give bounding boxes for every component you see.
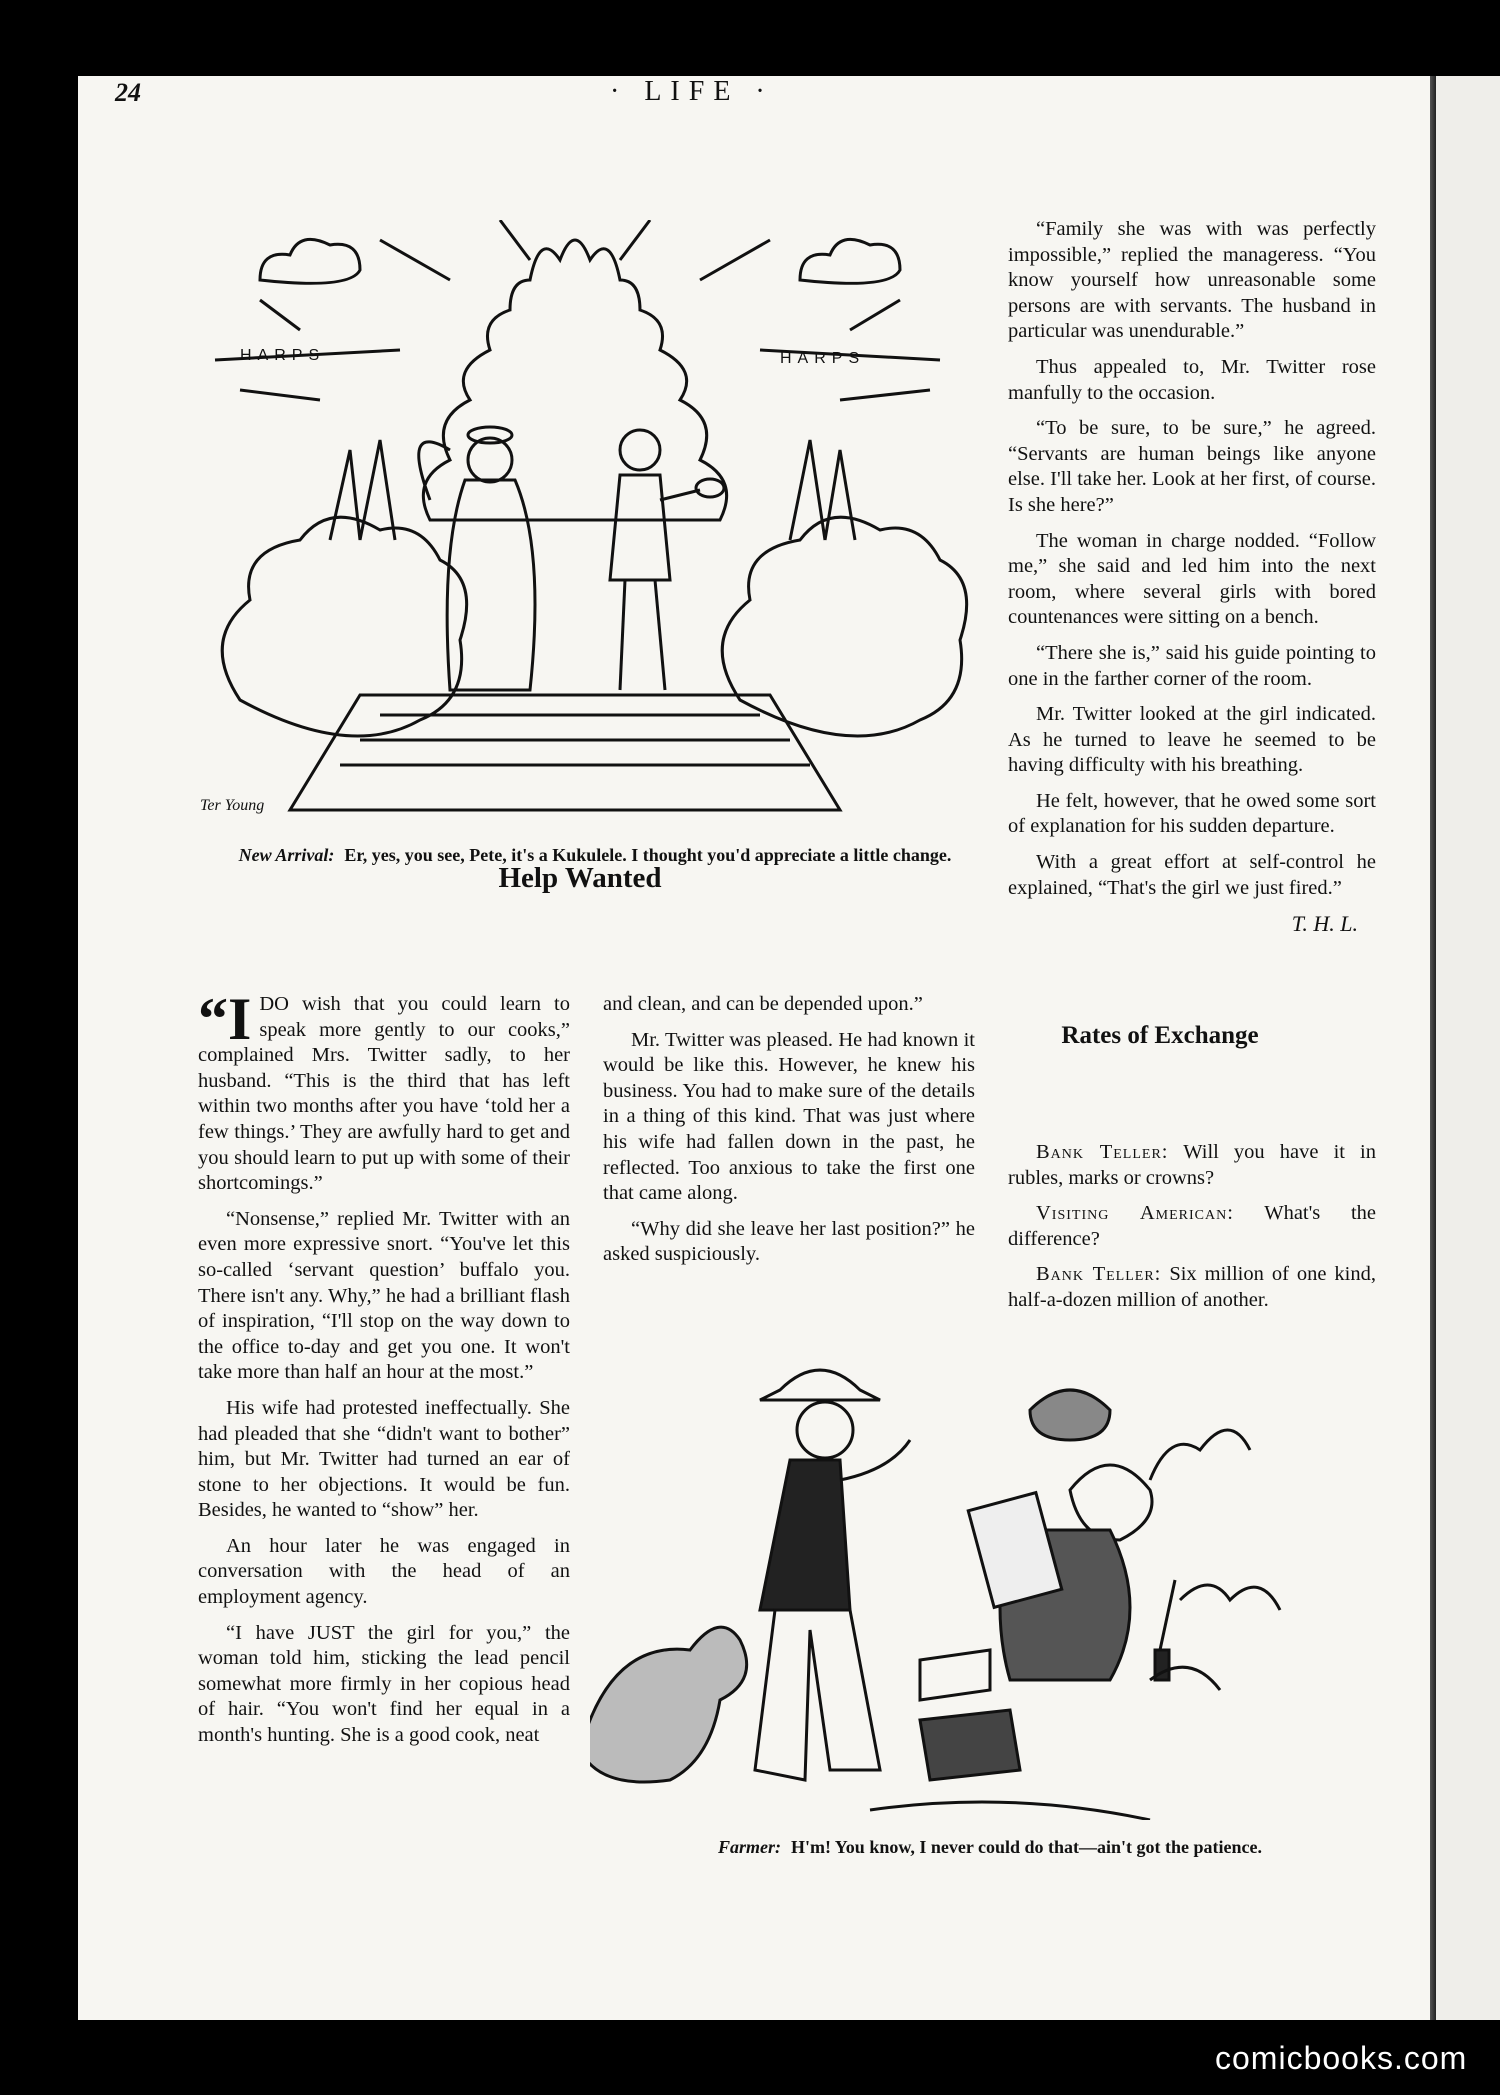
paragraph: “Why did she leave her last position?” he asked suspiciously. bbox=[603, 1217, 975, 1266]
drop-cap: “I bbox=[198, 986, 252, 1052]
paragraph: “To be sure, to be sure,” he agreed. “Servants are human beings like anyone else. I'll take her. Look at her first, of course. Is she here?” bbox=[1008, 417, 1376, 516]
bottom-cartoon-caption bbox=[600, 1835, 1380, 1859]
paragraph: “There she is,” said his guide pointing to one in the farther corner of the room. bbox=[1008, 641, 1376, 690]
paragraph: “I DO wish that you could learn to speak more gently to our cooks,” complained Mrs. Twitter sadly, to her husband. “This is the third that has left within two months after you have ‘told her a few things.’ They are awfully hard to get and you should learn to put up with some of their shortcomings.” bbox=[198, 986, 570, 1195]
harps-sign-left: HARPS bbox=[240, 347, 326, 364]
paragraph: Thus appealed to, Mr. Twitter rose manfully to the occasion. bbox=[1008, 355, 1376, 404]
cartoon-farmer bbox=[590, 1350, 1370, 1820]
paragraph: “Family she was with was perfectly impossible,” replied the manageress. “You know yourself how unreasonable some persons are with servants. The husband in particular was unendurable.” bbox=[1008, 218, 1376, 343]
story-column-2 bbox=[603, 992, 975, 1278]
caption-speaker: New Arrival: bbox=[238, 845, 335, 865]
paragraph: and clean, and can be depended upon.” bbox=[603, 993, 923, 1015]
exchange-line: Visiting American: What's the difference? bbox=[1008, 1202, 1376, 1250]
story-column-1 bbox=[198, 986, 570, 1759]
paragraph: The woman in charge nodded. “Follow me,” she said and led him into the next room, where several girls with bored countenances were sitting on a bench. bbox=[1008, 529, 1376, 629]
harps-sign-right: HARPS bbox=[780, 350, 866, 367]
paragraph: With a great effort at self-control he explained, “That's the girl we just fired.” bbox=[1008, 851, 1376, 899]
exchange-title: Rates of Exchange bbox=[1061, 1022, 1259, 1049]
paragraph: His wife had protested ineffectually. She had pleaded that she “didn't want to bother” him, but Mr. Twitter had turned an ear of stone to her objections. It would be fun. Besides, he wanted to “show” her. bbox=[198, 1396, 570, 1522]
caption-speaker: Farmer: bbox=[717, 1837, 781, 1857]
caption-text: H'm! You know, I never could do that—ain't got the patience. bbox=[790, 1837, 1263, 1857]
exchange-line: Bank Teller: Six million of one kind, half-a-dozen million of another. bbox=[1008, 1263, 1376, 1311]
paragraph: “I have JUST the girl for you,” the woman told him, sticking the lead pencil somewhat more firmly in her copious head of hair. “You won't find her equal in a month's hunting. She is a good cook, neat bbox=[198, 1621, 570, 1747]
paragraph: Mr. Twitter looked at the girl indicated. As he turned to leave he seemed to be having difficulty with his breathing. bbox=[1008, 703, 1376, 777]
paragraph: Mr. Twitter was pleased. He had known it would be like this. However, he knew his business. You had to make sure of the details in a thing of this kind. That was just where his wife had fallen down in the past, he reflected. Too anxious to take the first one that came along. bbox=[603, 1028, 975, 1205]
exchange-column bbox=[1008, 1140, 1376, 1324]
exchange-line: Bank Teller: Will you have it in rubles, marks or crowns? bbox=[1008, 1141, 1376, 1189]
paragraph: “Nonsense,” replied Mr. Twitter with an even more expressive snort. “You've let this so-called ‘servant question’ buffalo you. There isn't any. Why,” he had a brilliant flash of inspiration, “I'll stop on the way down to the office to-day and get you one. It won't take more than half an hour at the most.” bbox=[198, 1207, 570, 1384]
watermark: comicbooks.com bbox=[1215, 2040, 1468, 2076]
paragraph: An hour later he was engaged in conversation with the head of an employment agency. bbox=[198, 1534, 570, 1609]
next-page-edge bbox=[1436, 76, 1500, 2020]
paragraph: He felt, however, that he owed some sort of explanation for his sudden departure. bbox=[1008, 789, 1376, 838]
story-title: Help Wanted bbox=[498, 862, 662, 894]
story-column-3 bbox=[1008, 217, 1376, 947]
artist-signature: Ter Young bbox=[200, 797, 265, 814]
masthead: · LIFE · bbox=[610, 76, 774, 107]
caption-text: Er, yes, you see, Pete, it's a Kukulele. I thought you'd appreciate a little change. bbox=[344, 845, 952, 865]
author-signature: T. H. L. bbox=[1291, 911, 1358, 937]
cartoon-heaven bbox=[200, 220, 980, 820]
page-number: 24 bbox=[115, 78, 141, 107]
